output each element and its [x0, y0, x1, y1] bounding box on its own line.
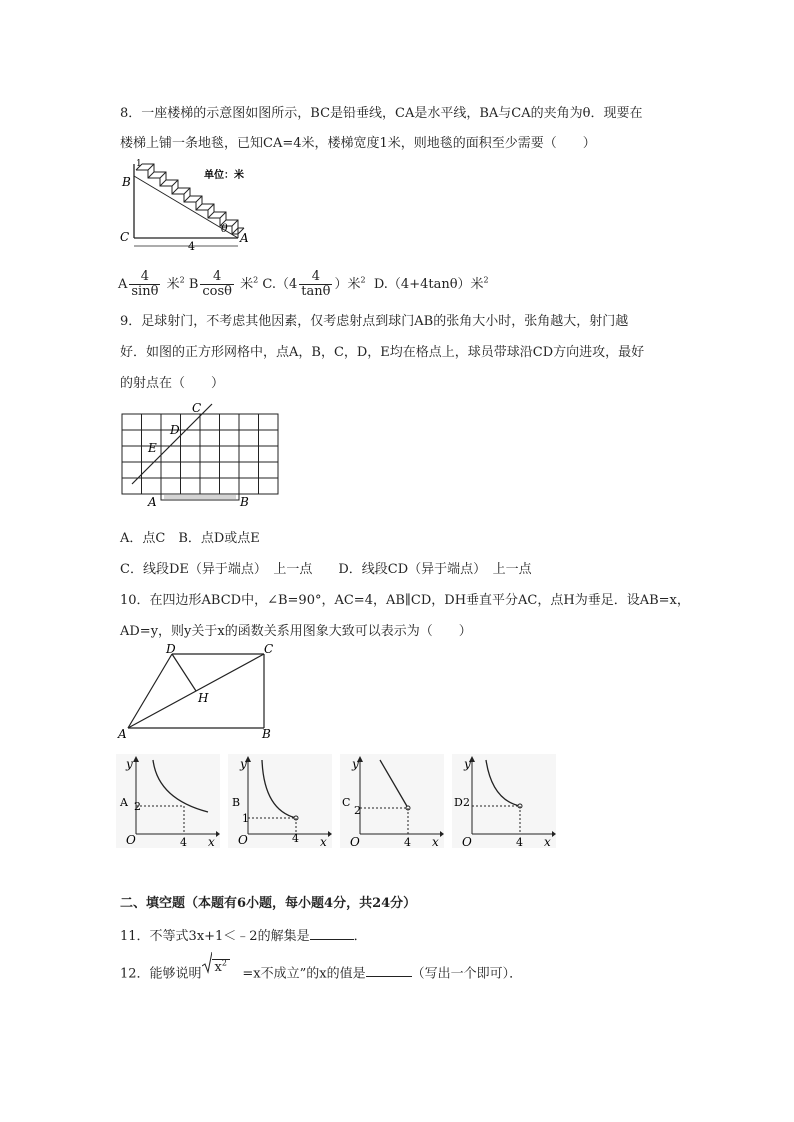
graph-b-xval: 4 — [292, 832, 299, 845]
graph-c-option: C — [342, 796, 351, 809]
fig9-label-b: B — [240, 495, 249, 509]
graph-a-origin: O — [126, 833, 136, 847]
q10-graph-a[interactable] — [116, 754, 220, 848]
q8-option-a[interactable]: A $\frac{4}{\sin\theta}$ 米$^2$ — [118, 269, 185, 300]
q10-line2: AD=y，则y关于x的函数关系用图象大致可以表示为（ ） — [120, 624, 472, 639]
fig8-width-label: 1 — [136, 159, 142, 169]
q8-staircase-figure — [118, 158, 278, 254]
fig8-label-c: C — [120, 230, 130, 244]
graph-a-value: 2 — [134, 800, 141, 813]
fig8-label-a: A — [240, 231, 249, 245]
q9-line2: 好．如图的正方形网格中，点A，B，C，D，E均在格点上，球员带球沿CD方向进攻，最好 — [120, 345, 645, 360]
graph-d-option: D — [454, 796, 463, 809]
graph-c-origin: O — [350, 835, 360, 848]
sqrt-expression: $x^2$ — [202, 962, 230, 982]
q8-option-b[interactable]: B $\frac{4}{\cos\theta}$ 米$^2$ — [188, 269, 259, 300]
q11: 11．不等式3x+1＜﹣2的解集是 ． — [120, 929, 367, 944]
q8-option-c[interactable]: C.（4 $\frac{4}{\tan\theta}$ ）米$^2$ — [262, 269, 366, 300]
graph-a-y-label: y — [126, 757, 133, 771]
q11-answer-blank[interactable] — [310, 927, 354, 940]
graph-a-option: A — [120, 796, 128, 809]
q10-line1: 10．在四边形ABCD中，∠B=90°，AC=4，AB∥CD，DH垂直平分AC，点H为垂足．设AB=x， — [120, 593, 690, 608]
q10-graph-d[interactable] — [452, 754, 556, 848]
graph-a-x-label: x — [208, 835, 215, 848]
fig9-label-e: E — [148, 441, 157, 455]
graph-d-origin: O — [462, 835, 472, 848]
q10-graph-c[interactable] — [340, 754, 444, 848]
graph-d-value: 2 — [463, 796, 470, 809]
graph-d-y-label: y — [464, 757, 471, 771]
fig10-label-d: D — [166, 642, 176, 656]
fig8-label-b: B — [122, 175, 131, 189]
fig8-length-label: 4 — [188, 240, 195, 253]
q8-line1: 8．一座楼梯的示意图如图所示，BC是铅垂线，CA是水平线，BA与CA的夹角为θ．现要在 — [120, 106, 643, 121]
fig9-label-d: D — [170, 423, 180, 437]
q8-options — [118, 266, 489, 300]
fig9-label-c: C — [192, 401, 202, 415]
graph-b-option: B — [232, 796, 241, 809]
graph-c-xval: 4 — [404, 836, 411, 848]
graph-a-xval: 4 — [180, 836, 187, 848]
fig8-unit-label: 单位：米 — [204, 170, 244, 181]
graph-c-y-label: y — [352, 757, 359, 771]
fig9-label-a: A — [148, 495, 157, 509]
graph-c-value: 2 — [354, 804, 361, 817]
graph-d-xval: 4 — [516, 836, 523, 848]
graph-b-y-label: y — [240, 757, 247, 771]
q12-answer-blank[interactable] — [366, 964, 412, 977]
q10-quadrilateral-figure — [116, 642, 286, 742]
q12: 12．能够说明 $x^2 =x$不成立”的x的值是 （写出一个即可）． — [120, 962, 522, 982]
q10-graph-b[interactable] — [228, 754, 332, 848]
section2-title: 二、填空题（本题有6小题，每小题4分，共24分） — [120, 896, 417, 911]
q9-options-ab[interactable]: A．点C B．点D或点E — [120, 531, 260, 546]
q9-grid-figure — [118, 400, 286, 510]
graph-d-x-label: x — [544, 835, 551, 848]
q9-line3: 的射点在（ ） — [120, 376, 225, 391]
graph-b-origin: O — [238, 833, 248, 847]
fig8-theta-label: θ — [221, 222, 228, 235]
fig10-label-b: B — [262, 727, 271, 741]
q9-options-cd[interactable]: C．线段DE（异于端点） 上一点 D．线段CD（异于端点） 上一点 — [120, 562, 532, 577]
graph-b-value: 1 — [242, 812, 249, 825]
q8-line2: 楼梯上铺一条地毯，已知CA=4米，楼梯宽度1米，则地毯的面积至少需要（ ） — [120, 136, 596, 151]
q8-option-d[interactable]: D.（4+4tanθ）米$^2$ — [373, 276, 489, 293]
q9-line1: 9．足球射门，不考虑其他因素，仅考虑射点到球门AB的张角大小时，张角越大，射门越 — [120, 314, 629, 329]
graph-c-x-label: x — [432, 835, 439, 848]
graph-b-x-label: x — [320, 835, 327, 848]
fig10-label-a: A — [118, 727, 127, 741]
fig10-label-c: C — [264, 642, 274, 656]
fig10-label-h: H — [198, 691, 209, 705]
